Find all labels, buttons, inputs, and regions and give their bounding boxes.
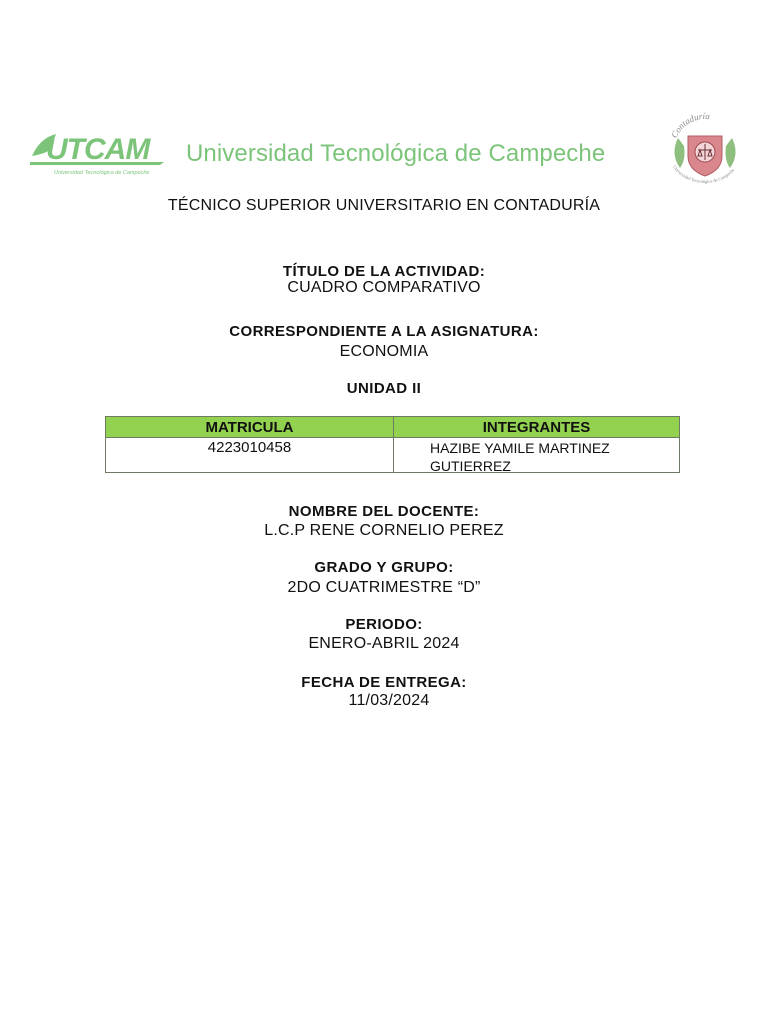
- university-name: Universidad Tecnológica de Campeche: [186, 140, 606, 167]
- activity-value: CUADRO COMPARATIVO: [287, 279, 481, 296]
- subject-label: CORRESPONDIENTE A LA ASIGNATURA:: [229, 323, 539, 340]
- cell-integrante: HAZIBE YAMILE MARTINEZ GUTIERREZ: [430, 440, 610, 474]
- seal-bottom-text: Universidad Tecnológica de Campeche: [671, 164, 736, 184]
- column-header-integrantes: INTEGRANTES: [482, 419, 591, 436]
- seal-top-text: Contaduría: [668, 110, 711, 140]
- students-table: [105, 416, 680, 473]
- group-value: 2DO CUATRIMESTRE “D”: [287, 579, 481, 596]
- career-title: TÉCNICO SUPERIOR UNIVERSITARIO EN CONTADURÍA: [167, 197, 601, 214]
- contaduria-seal: [660, 110, 750, 188]
- logo-subtext: Universidad Tecnológica de Campeche: [54, 170, 150, 176]
- utcam-logo: [30, 128, 166, 180]
- cell-matricula: 4223010458: [207, 439, 292, 456]
- period-label: PERIODO:: [345, 616, 423, 633]
- logo-wordmark: UTCAM: [46, 133, 150, 166]
- teacher-value: L.C.P RENE CORNELIO PEREZ: [264, 522, 504, 539]
- column-header-matricula: MATRICULA: [205, 419, 294, 436]
- group-label: GRADO Y GRUPO:: [314, 559, 454, 576]
- svg-text:Contaduría: [669, 111, 711, 140]
- activity-label: TÍTULO DE LA ACTIVIDAD:: [282, 263, 486, 280]
- subject-value: ECONOMIA: [339, 343, 429, 360]
- period-value: ENERO-ABRIL 2024: [308, 635, 460, 652]
- delivery-label: FECHA DE ENTREGA:: [301, 674, 467, 691]
- teacher-label: NOMBRE DEL DOCENTE:: [288, 503, 480, 520]
- delivery-value: 11/03/2024: [348, 692, 430, 709]
- unit-label: UNIDAD II: [346, 380, 422, 397]
